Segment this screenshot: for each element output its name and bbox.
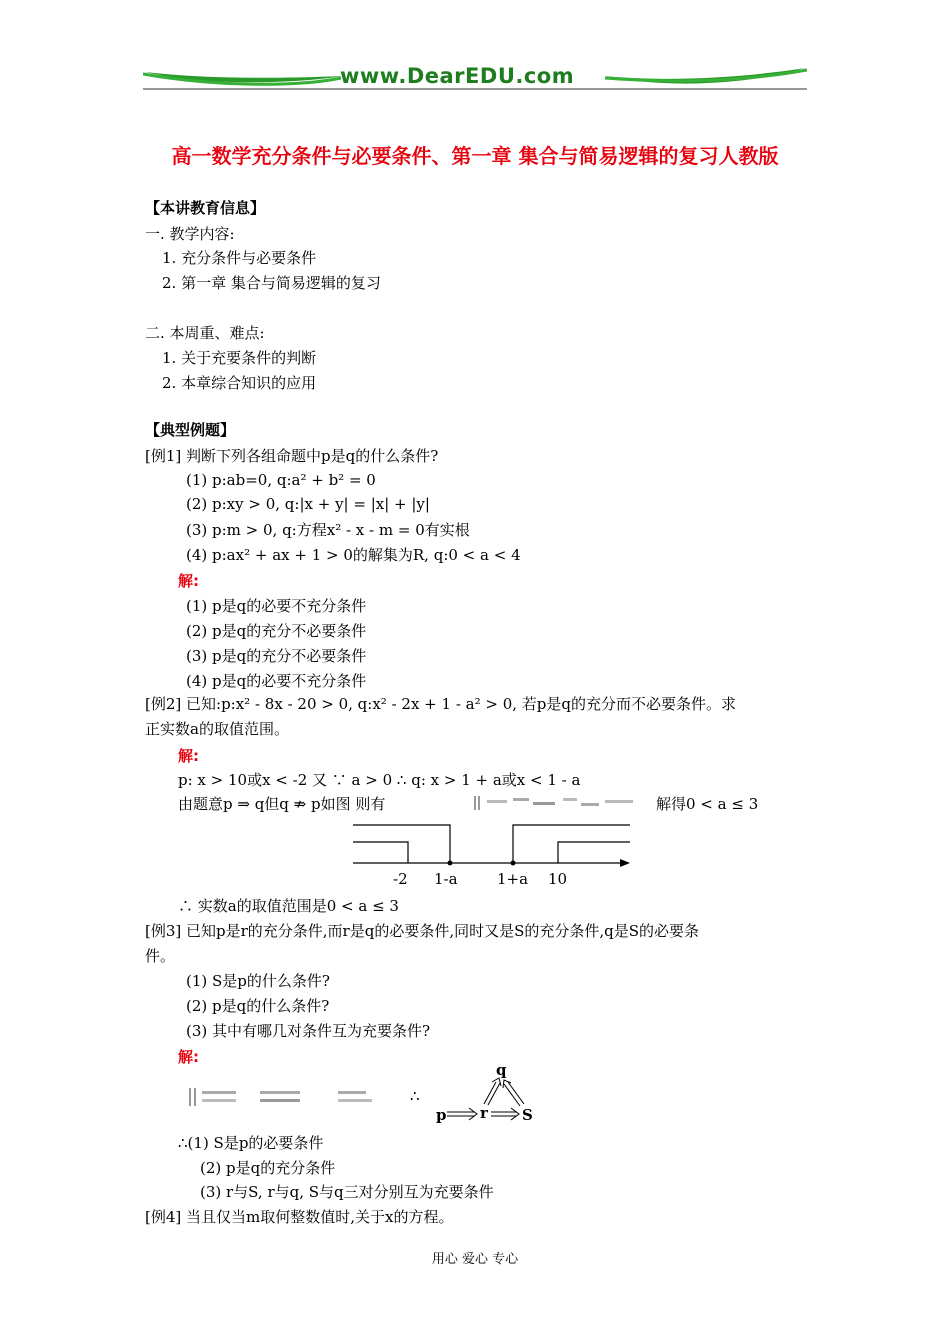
ex2-solution-line1: p: x > 10或x < -2 又 ∵ a > 0 ∴ q: x > 1 + a或x < 1 - a bbox=[178, 771, 581, 789]
ex1-question: [例1] 判断下列各组命题中p是q的什么条件? bbox=[145, 447, 439, 465]
part1-item-1: 1. 充分条件与必要条件 bbox=[162, 249, 317, 267]
ex3-answer-1: ∴(1) S是p的必要条件 bbox=[178, 1134, 324, 1152]
q-region-left bbox=[353, 825, 450, 863]
ex3-answer-2: (2) p是q的充分条件 bbox=[200, 1159, 336, 1177]
ex2-solution-label: 解: bbox=[178, 747, 199, 765]
page-footer: 用心 爱心 专心 bbox=[431, 1252, 519, 1267]
page-title: 高一数学充分条件与必要条件、第一章 集合与简易逻辑的复习人教版 bbox=[171, 144, 779, 168]
ex2-question-line1: [例2] 已知:p:x² - 8x - 20 > 0, q:x² - 2x + 1 - a² > 0, 若p是q的充分而不必要条件。求 bbox=[145, 695, 737, 713]
part1-item-2: 2. 第一章 集合与简易逻辑的复习 bbox=[162, 274, 381, 292]
ex3-solution-label: 解: bbox=[178, 1048, 199, 1066]
ex2-inequality-system-image bbox=[473, 792, 638, 814]
axis-label-neg2: -2 bbox=[393, 870, 408, 888]
ex1-answer-2: (2) p是q的充分不必要条件 bbox=[186, 622, 367, 640]
p-region-right bbox=[558, 842, 630, 863]
ex2-question-line2: 正实数a的取值范围。 bbox=[145, 720, 289, 738]
number-line-diagram bbox=[348, 822, 638, 892]
ex3-relations-image bbox=[188, 1084, 378, 1110]
ex1-answer-4: (4) p是q的必要不充分条件 bbox=[186, 672, 367, 690]
ex2-conclusion: ∴ 实数a的取值范围是0 < a ≤ 3 bbox=[178, 897, 399, 915]
node-p: p bbox=[436, 1106, 447, 1124]
arrow-r-q bbox=[484, 1078, 501, 1105]
node-q: q bbox=[496, 1061, 507, 1079]
ex3-item-1: (1) S是p的什么条件? bbox=[186, 972, 330, 990]
ex2-result: 解得0 < a ≤ 3 bbox=[656, 795, 759, 813]
ex1-item-4: (4) p:ax² + ax + 1 > 0的解集为R, q:0 < a < 4 bbox=[186, 546, 521, 564]
p-region-left bbox=[353, 842, 408, 863]
ex2-solution-line2: 由题意p ⇒ q但q ⇏ p如图 则有 bbox=[178, 795, 386, 813]
ex1-item-3: (3) p:m > 0, q:方程x² - x - m = 0有实根 bbox=[186, 521, 470, 539]
node-s: S bbox=[522, 1106, 533, 1124]
axis-label-1-minus-a: 1-a bbox=[434, 870, 458, 888]
node-r: r bbox=[480, 1104, 488, 1122]
number-line-axis bbox=[353, 859, 630, 867]
part2-item-2: 2. 本章综合知识的应用 bbox=[162, 374, 317, 392]
site-logo: www.DearEDU.com bbox=[340, 64, 575, 88]
ex1-item-2: (2) p:xy > 0, q:|x + y| = |x| + |y| bbox=[186, 495, 430, 513]
ex3-item-3: (3) 其中有哪几对条件互为充要条件? bbox=[186, 1022, 431, 1040]
axis-label-1-plus-a: 1+a bbox=[497, 870, 529, 888]
axis-label-10: 10 bbox=[548, 870, 568, 888]
part1-heading: 一. 教学内容: bbox=[145, 225, 235, 243]
ex3-answer-3: (3) r与S, r与q, S与q三对分别互为充要条件 bbox=[200, 1183, 494, 1201]
section-heading-examples: 【典型例题】 bbox=[145, 421, 236, 439]
section-heading-info: 【本讲教育信息】 bbox=[145, 199, 266, 217]
ex1-solution-label: 解: bbox=[178, 572, 199, 590]
ex3-therefore: ∴ bbox=[410, 1087, 420, 1105]
point-1-minus-a bbox=[448, 861, 453, 866]
ex3-question-line2: 件。 bbox=[145, 947, 176, 965]
ex3-item-2: (2) p是q的什么条件? bbox=[186, 997, 330, 1015]
arrow-s-q bbox=[503, 1080, 524, 1106]
ex1-item-1: (1) p:ab=0, q:a² + b² = 0 bbox=[186, 471, 376, 489]
ex1-answer-3: (3) p是q的充分不必要条件 bbox=[186, 647, 367, 665]
ex3-question-line1: [例3] 已知p是r的充分条件,而r是q的必要条件,同时又是S的充分条件,q是S的必要条 bbox=[145, 922, 700, 940]
part2-heading: 二. 本周重、难点: bbox=[145, 324, 265, 342]
ex3-implication-diagram bbox=[432, 1060, 542, 1128]
q-region-right bbox=[513, 825, 630, 863]
ex1-answer-1: (1) p是q的必要不充分条件 bbox=[186, 597, 367, 615]
arrow-p-r bbox=[447, 1108, 477, 1120]
part2-item-1: 1. 关于充要条件的判断 bbox=[162, 349, 317, 367]
ex4-question: [例4] 当且仅当m取何整数值时,关于x的方程。 bbox=[145, 1208, 454, 1226]
arrow-r-s bbox=[491, 1108, 519, 1120]
point-1-plus-a bbox=[511, 861, 516, 866]
